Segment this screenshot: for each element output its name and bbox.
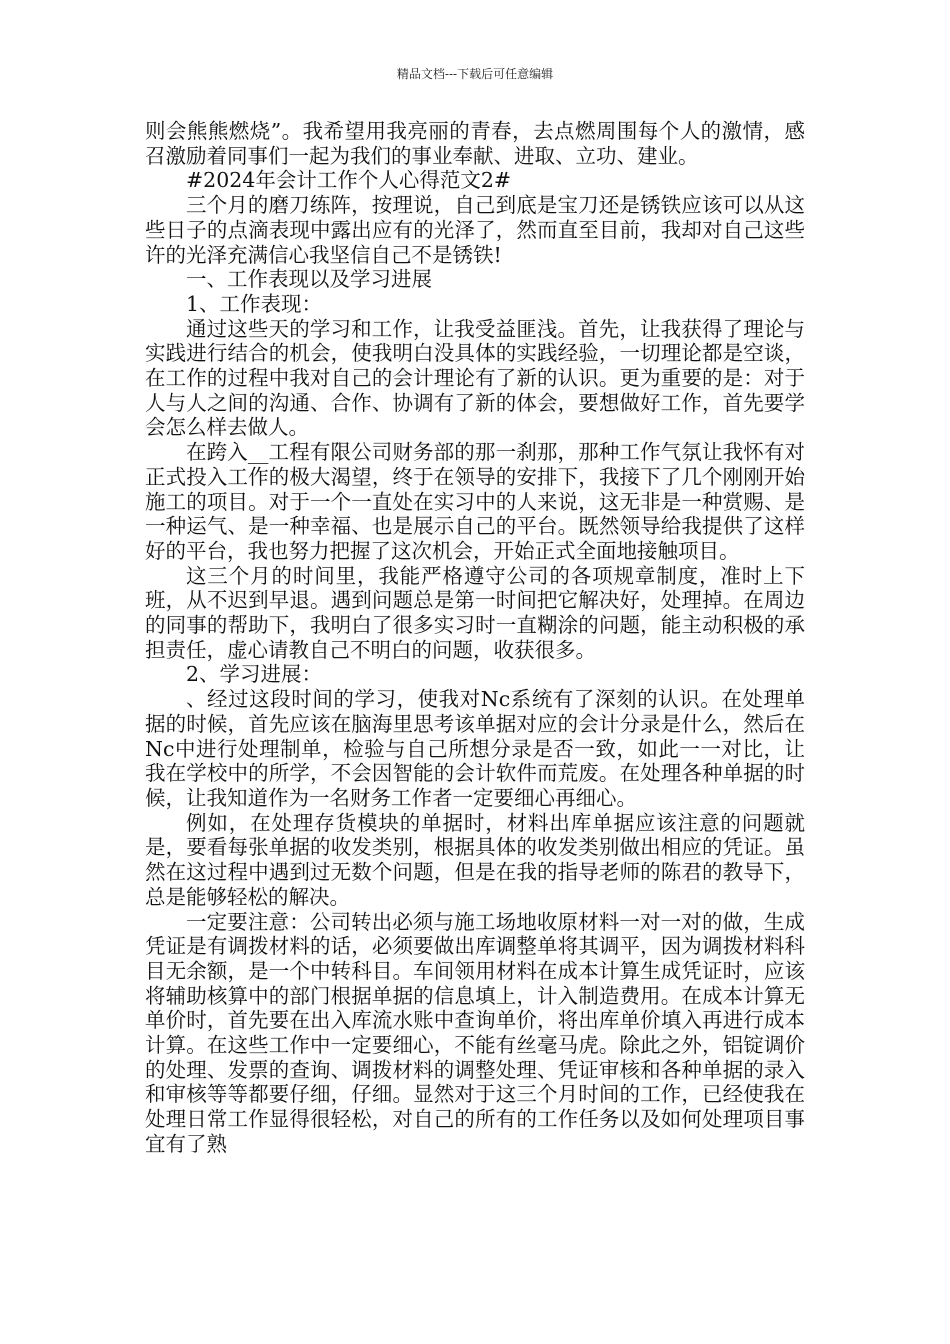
paragraph-3: 三个月的磨刀练阵，按理说，自己到底是宝刀还是锈铁应该可以从这些日子的点滴表现中露出应有的光泽了，然而直至目前，我却对自己这些许的光泽充满信心我坚信自己不是锈铁! (145, 193, 805, 267)
page-header: 精品文档---下载后可任意编辑 (396, 67, 554, 81)
document-body (145, 119, 805, 1157)
paragraph-8: 这三个月的时间里，我能严格遵守公司的各项规章制度，准时上下班，从不迟到早退。遇到问题总是第一时间把它解决好，处理掉。在周边的同事的帮助下，我明白了很多实习时一直糊涂的问题，能主动积极的承担责任，虚心请教自己不明白的问题，收获很多。 (145, 563, 805, 662)
heading-study-progress: 2、学习进展： (186, 662, 323, 687)
heading-work-performance: 1、工作表现： (186, 291, 323, 316)
paragraph-1: 则会熊熊燃烧”。我希望用我亮丽的青春，去点燃周围每个人的激情，感召激励着同事们一起为我们的事业奉献、进取、立功、建业。 (145, 119, 805, 168)
section-title-essay-2: #2024年会计工作个人心得范文2# (186, 168, 512, 193)
heading-work-and-study: 一、工作表现以及学习进展 (186, 267, 432, 292)
paragraph-12: 一定要注意：公司转出必须与施工场地收原材料一对一对的做，生成凭证是有调拨材料的话，必须要做出库调整单将其调平，因为调拨材料科目无余额，是一个中转科目。车间领用材料在成本计算生成凭证时，应该将辅助核算中的部门根据单据的信息填上，计入制造费用。在成本计算无单价时，首先要在出入库流水账中查询单价，将出库单价填入再进行成本计算。在这些工作中一定要细心，不能有丝毫马虎。除此之外，铝锭调价的处理、发票的查询、调拨材料的调整处理、凭证审核和各种单据的录入和审核等等都要仔细，仔细。显然对于这三个月时间的工作，已经使我在处理日常工作显得很轻松，对自己的所有的工作任务以及如何处理项目事宜有了熟 (145, 909, 805, 1156)
paragraph-6: 通过这些天的学习和工作，让我受益匪浅。首先，让我获得了理论与实践进行结合的机会，使我明白没具体的实践经验，一切理论都是空谈，在工作的过程中我对自己的会计理论有了新的认识。更为重要的是：对于人与人之间的沟通、合作、协调有了新的体会，要想做好工作，首先要学会怎么样去做人。 (145, 316, 805, 440)
paragraph-10: 、经过这段时间的学习，使我对Nc系统有了深刻的认识。在处理单据的时候，首先应该在脑海里思考该单据对应的会计分录是什么，然后在Nc中进行处理制单，检验与自己所想分录是否一致，如此一一对比，让我在学校中的所学，不会因智能的会计软件而荒废。在处理各种单据的时候，让我知道作为一名财务工作者一定要细心再细心。 (145, 687, 805, 810)
paragraph-11: 例如，在处理存货模块的单据时，材料出库单据应该注意的问题就是，要看每张单据的收发类别，根据具体的收发类别做出相应的凭证。虽然在这过程中遇到过无数个问题，但是在我的指导老师的陈君的教导下，总是能够轻松的解决。 (145, 810, 805, 909)
paragraph-7: 在跨入__工程有限公司财务部的那一刹那，那种工作气氛让我怀有对正式投入工作的极大渴望，终于在领导的安排下，我接下了几个刚刚开始施工的项目。对于一个一直处在实习中的人来说，这无非是一种赏赐、是一种运气、是一种幸福、也是展示自己的平台。既然领导给我提供了这样好的平台，我也努力把握了这次机会，开始正式全面地接触项目。 (145, 440, 805, 563)
